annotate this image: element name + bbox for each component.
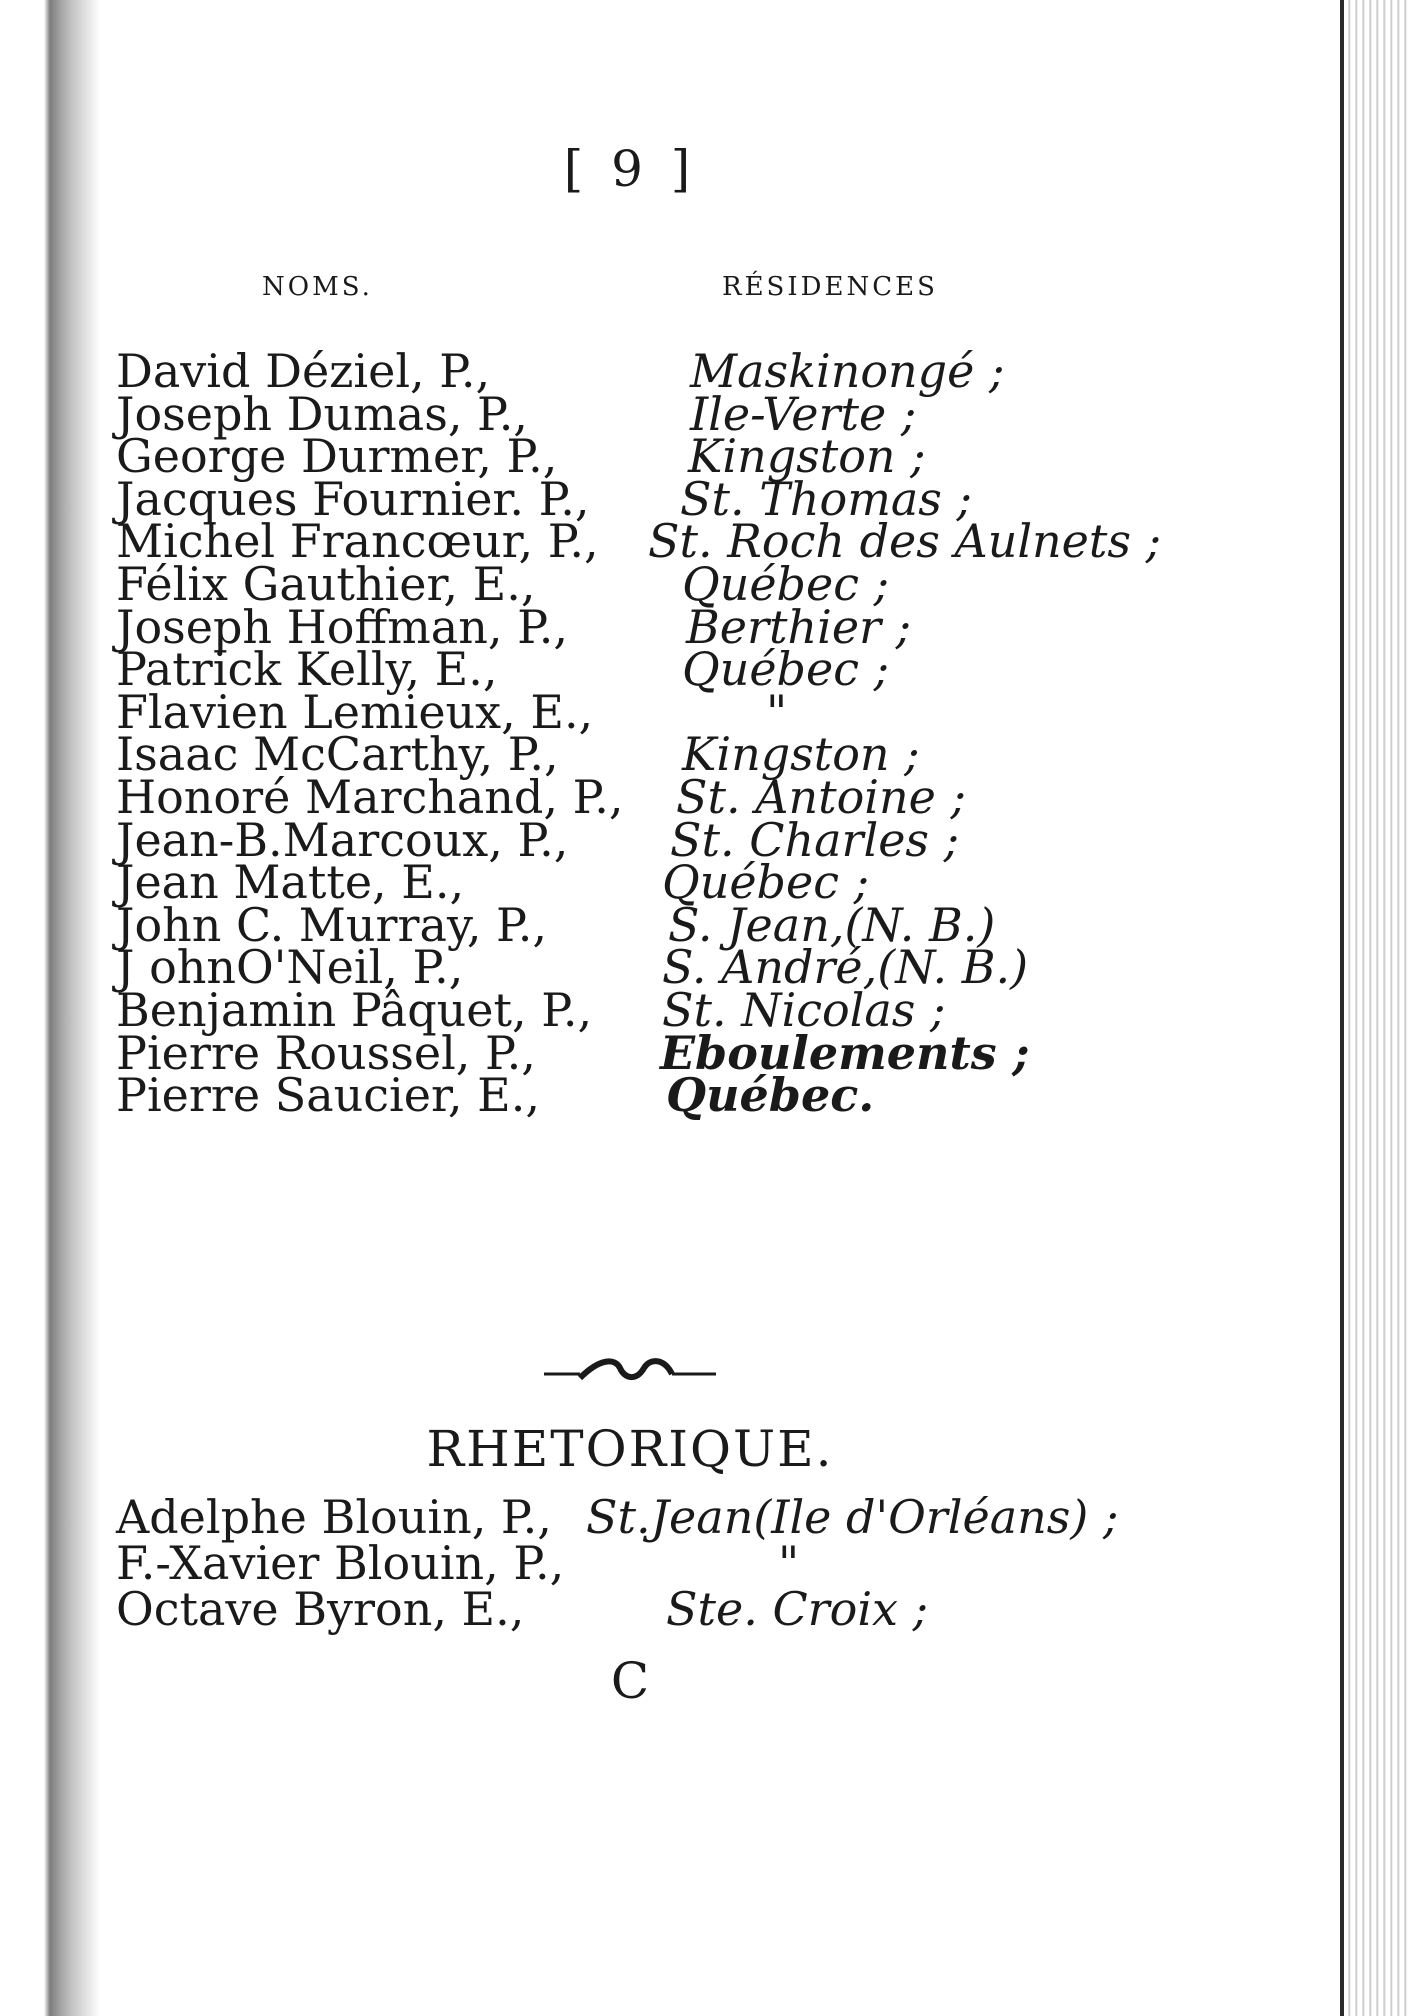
entry-residence: Kingston ; <box>682 727 920 782</box>
entry-residence: Québec ; <box>682 556 890 611</box>
entry-residence: St. Thomas ; <box>680 471 973 526</box>
entry-name: George Durmer, P., <box>116 429 558 484</box>
signature-mark: C <box>610 1652 650 1710</box>
entry-name: David Déziel, P., <box>116 344 491 398</box>
entry-name: Benjamin Pâquet, P., <box>116 982 593 1037</box>
entry-residence: St. Charles ; <box>670 812 960 867</box>
entry-residence: St.Jean(Ile d'Orléans) ; <box>586 1490 1119 1544</box>
entry-name: Jean Matte, E., <box>116 855 465 910</box>
rhetorique-list <box>0 1490 1260 1636</box>
entry-name: Michel Francœur, P., <box>116 514 599 569</box>
list-item <box>0 1068 1260 1123</box>
page-number: [ 9 ] <box>563 140 697 198</box>
entry-name: John C. Murray, P., <box>116 897 547 952</box>
entry-residence: St. Roch des Aulnets ; <box>648 514 1162 569</box>
entry-name: Joseph Dumas, P., <box>116 386 528 441</box>
entry-name: Joseph Hoffman, P., <box>116 599 568 654</box>
entry-name: Isaac McCarthy, P., <box>116 727 559 782</box>
entry-residence-ditto: " <box>766 684 788 739</box>
entry-name: Pierre Saucier, E., <box>116 1068 540 1123</box>
list-item <box>0 1536 1260 1590</box>
entry-residence: S. Jean,(N. B.) <box>668 897 996 952</box>
entry-list <box>0 344 1260 1123</box>
entry-residence: Québec. <box>666 1068 875 1123</box>
entry-residence: Eboulements ; <box>660 1025 1030 1080</box>
entry-name: Octave Byron, E., <box>116 1582 525 1636</box>
column-header-residences: RÉSIDENCES <box>722 272 938 302</box>
entry-name: Jean-B.Marcoux, P., <box>116 812 569 867</box>
flourish-icon <box>540 1354 720 1390</box>
entry-name: Patrick Kelly, E., <box>116 642 498 697</box>
entry-residence: Kingston ; <box>688 429 926 484</box>
page-stack-edge <box>1344 0 1408 2016</box>
entry-residence: Québec ; <box>682 642 890 697</box>
section-divider-ornament <box>0 1354 1260 1394</box>
entry-name: Adelphe Blouin, P., <box>116 1490 552 1544</box>
entry-residence: Ile-Verte ; <box>690 386 917 441</box>
entry-residence: Ste. Croix ; <box>666 1582 929 1636</box>
section-title: RHETORIQUE. <box>426 1420 834 1478</box>
entry-name: Flavien Lemieux, E., <box>116 684 594 739</box>
entry-residence: St. Antoine ; <box>676 769 966 824</box>
list-item <box>0 1490 1260 1544</box>
entry-name: Félix Gauthier, E., <box>116 556 536 611</box>
list-item <box>0 1582 1260 1636</box>
entry-residence: Maskinongé ; <box>690 344 1005 398</box>
entry-residence: S. André,(N. B.) <box>662 940 1029 995</box>
entry-name: Honoré Marchand, P., <box>116 769 624 824</box>
entry-name: F.-Xavier Blouin, P., <box>116 1536 565 1590</box>
entry-name: J ohnO'Neil, P., <box>116 940 464 995</box>
entry-name: Pierre Roussel, P., <box>116 1025 536 1080</box>
entry-residence-ditto: " <box>778 1536 800 1590</box>
column-header-names: NOMS. <box>262 272 373 302</box>
entry-residence: St. Nicolas ; <box>662 982 946 1037</box>
entry-residence: Québec ; <box>662 855 870 910</box>
entry-name: Jacques Fournier. P., <box>116 471 590 526</box>
entry-residence: Berthier ; <box>686 599 912 654</box>
